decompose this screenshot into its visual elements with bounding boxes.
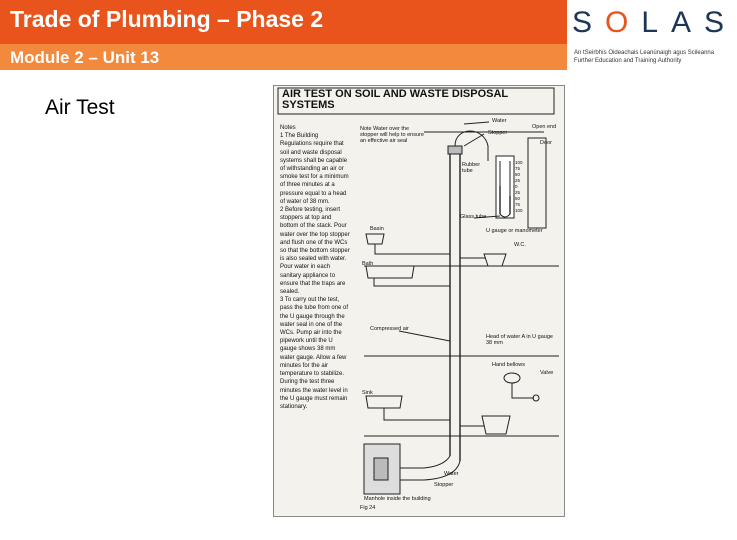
note-1: 1 The Building Regulations require that soil and waste disposal systems shall be capable of withstanding an air or smoke test for a minimum of three minutes at a pressure equal to a head of water of 38 mm.	[280, 133, 349, 205]
gauge-tick-3: 25	[515, 178, 521, 183]
figure-notes	[280, 124, 350, 411]
label-stopper-bottom: Stopper	[434, 482, 454, 488]
notes-label: Notes	[280, 125, 296, 131]
label-valve: Valve	[540, 370, 554, 376]
label-water-over-stopper: Note Water over the stopper will help to ensure an effective air seal	[360, 126, 424, 144]
gauge-scale	[515, 160, 523, 213]
bellows-pipe	[512, 383, 534, 398]
leader-stopper	[464, 134, 484, 146]
label-head-of-water: Head of water A in U gauge 38 mm	[486, 334, 553, 346]
gauge-tick-1: 75	[515, 166, 521, 171]
label-manhole: Manhole inside the building	[364, 496, 431, 502]
note-3: 3 To carry out the test, pass the tube from one of the U gauge through the water seal in one of the WCs. Pump air into the pipework until the U gauge shows 38 mm water gauge. Allow a few minutes for the air temperature to stabilize. During the test three minutes the water level in the U gauge must remain stationary.	[280, 297, 349, 410]
label-sink: Sink	[362, 390, 373, 396]
slide-title: Trade of Plumbing – Phase 2	[10, 6, 324, 32]
air-test-figure	[273, 85, 565, 517]
bath	[366, 266, 414, 278]
logo-letter-o: O	[605, 6, 642, 39]
label-compressed-air: Compressed air	[370, 326, 409, 332]
leader-compressed-air	[399, 331, 450, 341]
gauge-tick-2: 50	[515, 172, 521, 177]
label-stopper: Stopper	[488, 130, 508, 136]
leader-water	[464, 122, 489, 124]
label-water: Water	[492, 118, 507, 124]
logo-letters-las: LAS	[641, 6, 737, 39]
label-water-bottom: Water	[444, 471, 459, 477]
top-stopper	[448, 146, 462, 154]
basin	[366, 234, 384, 244]
gauge-tick-7: 75	[515, 202, 521, 207]
sink-branch	[384, 408, 450, 420]
label-glass-tube: Glass tube	[460, 214, 487, 220]
label-door: Door	[540, 140, 552, 146]
gauge-tick-8: 100	[515, 208, 523, 213]
label-fig: Fig 24	[360, 505, 376, 511]
logo-tagline-irish: An tSeirbhís Oideachais Leanúnaigh agus Scileanna	[574, 50, 715, 56]
solas-logo	[572, 6, 737, 68]
basin-branch	[375, 244, 450, 254]
wc-lower	[482, 416, 510, 434]
logo-tagline-english: Further Education and Training Authority	[574, 58, 682, 64]
label-open-end: Open end	[532, 124, 557, 130]
figure-title: AIR TEST ON SOIL AND WASTE DISPOSAL SYSTEMS	[282, 88, 508, 111]
label-wc: W.C.	[514, 242, 526, 248]
label-bath: Bath	[362, 261, 374, 267]
hand-bellows	[504, 373, 520, 383]
gauge-tick-0: 100	[515, 160, 523, 165]
slide-subtitle: Module 2 – Unit 13	[10, 48, 160, 67]
u-gauge-board	[496, 156, 514, 218]
sink	[366, 396, 402, 408]
logo-letter-s: S	[572, 6, 606, 39]
door	[528, 138, 546, 228]
wc-upper	[484, 254, 506, 266]
slide-heading: Air Test	[45, 96, 115, 119]
logo-wordmark	[572, 6, 737, 40]
note-2: 2 Before testing, insert stoppers at top and bottom of the stack. Pour water over the top stopper and flush one of the WCs so that the bottom stopper is also sealed with water. Pour water in each sanitary appliance to ensure that the traps are sealed.	[280, 207, 350, 296]
label-basin: Basin	[370, 226, 384, 232]
gauge-tick-5: 25	[515, 190, 521, 195]
label-u-gauge: U gauge or manometer	[486, 228, 543, 234]
bottom-stopper	[374, 458, 388, 480]
bath-branch	[374, 278, 450, 286]
label-hand-bellows: Hand bellows	[492, 362, 526, 368]
gauge-tick-6: 50	[515, 196, 521, 201]
gauge-tick-4: 0	[515, 184, 518, 189]
label-rubber-tube: Rubber tube	[462, 162, 481, 174]
